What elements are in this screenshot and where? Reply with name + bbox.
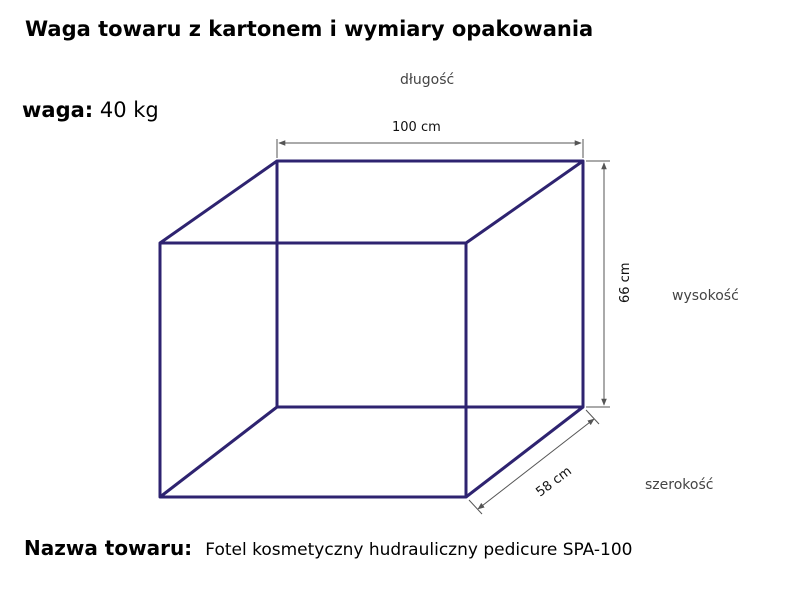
product-name-label: Nazwa towaru: xyxy=(24,536,193,560)
weight-label: waga: xyxy=(22,98,94,122)
box-wireframe xyxy=(160,161,583,497)
product-name-value: Fotel kosmetyczny hudrauliczny pedicure SPA-100 xyxy=(205,540,633,560)
height-label: wysokość xyxy=(672,288,739,304)
box-front-face xyxy=(160,243,466,497)
length-label: długość xyxy=(400,72,455,88)
length-value: 100 cm xyxy=(392,120,441,135)
weight-value: 40 kg xyxy=(99,98,159,122)
box-edge-top-right xyxy=(466,161,583,243)
box-back-face xyxy=(277,161,583,407)
box-edge-bottom-right xyxy=(466,407,583,497)
width-value: 58 cm xyxy=(533,463,575,501)
height-value: 66 cm xyxy=(618,262,633,303)
width-dimension xyxy=(469,410,599,514)
product-line xyxy=(24,536,633,560)
length-dimension xyxy=(277,139,583,158)
box-edge-top-left xyxy=(160,161,277,243)
page-title: Waga towaru z kartonem i wymiary opakowania xyxy=(25,17,594,41)
height-dimension xyxy=(586,161,610,407)
box-edge-bottom-left xyxy=(160,407,277,497)
width-label: szerokość xyxy=(645,477,714,493)
